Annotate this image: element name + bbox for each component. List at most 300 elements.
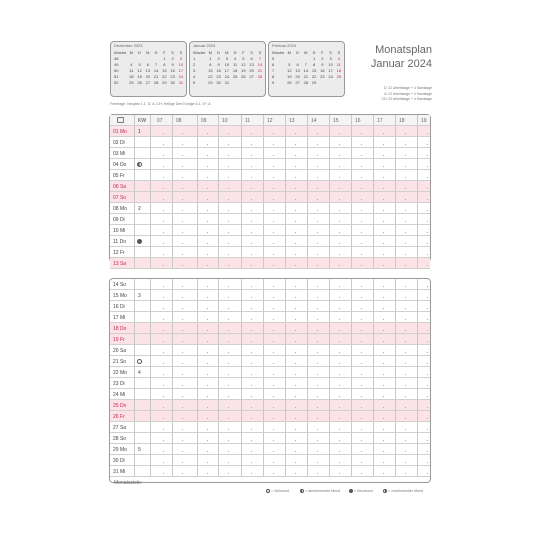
half-hour-tick bbox=[383, 265, 384, 266]
grid-line bbox=[329, 159, 330, 169]
half-hour-tick bbox=[251, 188, 252, 189]
grid-line bbox=[285, 378, 286, 388]
half-hour-tick bbox=[405, 232, 406, 233]
half-hour-tick bbox=[383, 243, 384, 244]
grid-line bbox=[373, 126, 374, 136]
day-label: 09 Di bbox=[113, 216, 125, 223]
grid-line bbox=[285, 312, 286, 322]
grid-line bbox=[329, 422, 330, 432]
half-hour-tick bbox=[427, 352, 428, 353]
grid-line bbox=[395, 225, 396, 235]
grid-line bbox=[218, 137, 219, 147]
half-hour-tick bbox=[339, 232, 340, 233]
day-label: 08 Mo bbox=[113, 205, 127, 212]
half-hour-tick bbox=[273, 473, 274, 474]
half-hour-tick bbox=[405, 265, 406, 266]
half-hour-tick bbox=[182, 243, 183, 244]
hour-label: 08 bbox=[176, 117, 182, 124]
grid-line bbox=[307, 203, 308, 213]
grid-line bbox=[197, 148, 198, 158]
calendar-day: 30 bbox=[170, 80, 175, 85]
grid-line bbox=[197, 367, 198, 377]
grid-line bbox=[329, 455, 330, 465]
grid-line bbox=[329, 137, 330, 147]
half-hour-tick bbox=[361, 297, 362, 298]
grid-line bbox=[218, 422, 219, 432]
grid-line bbox=[172, 214, 173, 224]
last-moon-icon bbox=[137, 162, 142, 167]
grid-line bbox=[307, 126, 308, 136]
half-hour-tick bbox=[383, 440, 384, 441]
grid-line bbox=[263, 378, 264, 388]
grid-line bbox=[395, 334, 396, 344]
half-hour-tick bbox=[207, 243, 208, 244]
grid-line bbox=[218, 126, 219, 136]
grid-line bbox=[395, 159, 396, 169]
half-hour-tick bbox=[273, 286, 274, 287]
grid-line bbox=[218, 258, 219, 268]
grid-line bbox=[395, 301, 396, 311]
workdays-note bbox=[382, 86, 432, 103]
week-number: 49 bbox=[114, 62, 119, 67]
grid-line bbox=[307, 323, 308, 333]
half-hour-tick bbox=[295, 385, 296, 386]
grid-line bbox=[218, 236, 219, 246]
calendar-day: 21 bbox=[303, 74, 309, 79]
grid-line bbox=[172, 378, 173, 388]
half-hour-tick bbox=[361, 341, 362, 342]
half-hour-tick bbox=[361, 462, 362, 463]
half-hour-tick bbox=[317, 188, 318, 189]
grid-line bbox=[150, 225, 151, 235]
monatsziele-area[interactable] bbox=[110, 477, 430, 485]
half-hour-tick bbox=[251, 155, 252, 156]
hour-label: 07 bbox=[157, 117, 163, 124]
half-hour-tick bbox=[207, 297, 208, 298]
half-hour-tick bbox=[405, 308, 406, 309]
grid-line bbox=[197, 225, 198, 235]
grid-line bbox=[285, 290, 286, 300]
grid-line bbox=[395, 466, 396, 476]
half-hour-tick bbox=[427, 385, 428, 386]
grid-line bbox=[263, 389, 264, 399]
half-hour-tick bbox=[163, 385, 164, 386]
calendar-day: 20 bbox=[295, 74, 300, 79]
half-hour-tick bbox=[273, 385, 274, 386]
grid-line bbox=[263, 455, 264, 465]
grid-line bbox=[351, 312, 352, 322]
half-hour-tick bbox=[339, 385, 340, 386]
calendar-day: 5 bbox=[242, 56, 245, 61]
calendar-day: 2 bbox=[171, 56, 174, 61]
week-number: 48 bbox=[114, 56, 119, 61]
calendar-day: 30 bbox=[216, 80, 221, 85]
grid-line bbox=[150, 323, 151, 333]
grid-line bbox=[197, 279, 198, 289]
grid-line bbox=[241, 334, 242, 344]
half-hour-tick bbox=[405, 374, 406, 375]
calendar-day: 3 bbox=[179, 56, 182, 61]
half-hour-tick bbox=[273, 199, 274, 200]
grid-line bbox=[351, 433, 352, 443]
grid-line bbox=[172, 225, 173, 235]
grid-line bbox=[263, 148, 264, 158]
grid-line bbox=[285, 214, 286, 224]
grid-line bbox=[351, 192, 352, 202]
grid-line bbox=[263, 203, 264, 213]
half-hour-tick bbox=[251, 396, 252, 397]
calendar-day: 23 bbox=[170, 74, 175, 79]
half-hour-tick bbox=[427, 440, 428, 441]
grid-line bbox=[417, 323, 418, 333]
calendar-day: F bbox=[321, 50, 324, 55]
grid-line bbox=[197, 345, 198, 355]
half-hour-tick bbox=[182, 374, 183, 375]
grid-line bbox=[351, 389, 352, 399]
half-hour-tick bbox=[228, 451, 229, 452]
grid-line bbox=[197, 290, 198, 300]
calendar-day: 28 bbox=[303, 80, 309, 85]
grid-line bbox=[134, 433, 135, 443]
day-row bbox=[110, 345, 430, 356]
grid-line bbox=[285, 225, 286, 235]
half-hour-tick bbox=[339, 265, 340, 266]
half-hour-tick bbox=[207, 352, 208, 353]
half-hour-tick bbox=[163, 462, 164, 463]
page-title bbox=[371, 43, 432, 71]
grid-line bbox=[172, 323, 173, 333]
calendar-day: D bbox=[217, 50, 221, 55]
grid-line bbox=[395, 258, 396, 268]
mini-calendar-february bbox=[268, 41, 345, 97]
half-hour-tick bbox=[427, 243, 428, 244]
half-hour-tick bbox=[405, 341, 406, 342]
grid-line bbox=[218, 345, 219, 355]
grid-line bbox=[134, 444, 135, 454]
half-hour-tick bbox=[295, 374, 296, 375]
grid-line bbox=[307, 236, 308, 246]
half-hour-tick bbox=[273, 462, 274, 463]
grid-line bbox=[307, 400, 308, 410]
grid-line bbox=[329, 192, 330, 202]
half-hour-tick bbox=[295, 243, 296, 244]
half-hour-tick bbox=[207, 319, 208, 320]
half-hour-tick bbox=[163, 254, 164, 255]
grid-line bbox=[307, 115, 308, 125]
grid-line bbox=[197, 192, 198, 202]
half-hour-tick bbox=[273, 221, 274, 222]
grid-line bbox=[329, 334, 330, 344]
half-hour-tick bbox=[273, 407, 274, 408]
mini-calendar-grid bbox=[114, 50, 185, 86]
grid-line bbox=[307, 137, 308, 147]
calendar-day: 9 bbox=[217, 62, 220, 67]
week-number: 1 bbox=[138, 128, 141, 135]
grid-line bbox=[351, 258, 352, 268]
grid-line bbox=[329, 444, 330, 454]
grid-line bbox=[285, 345, 286, 355]
grid-line bbox=[307, 455, 308, 465]
grid-line bbox=[373, 148, 374, 158]
day-row bbox=[110, 466, 430, 477]
grid-line bbox=[417, 126, 418, 136]
half-hour-tick bbox=[207, 166, 208, 167]
half-hour-tick bbox=[251, 451, 252, 452]
mini-calendar-week bbox=[193, 80, 264, 86]
grid-line bbox=[150, 367, 151, 377]
half-hour-tick bbox=[383, 133, 384, 134]
half-hour-tick bbox=[273, 451, 274, 452]
half-hour-tick bbox=[361, 133, 362, 134]
grid-line bbox=[241, 466, 242, 476]
grid-line bbox=[263, 334, 264, 344]
half-hour-tick bbox=[273, 265, 274, 266]
half-hour-tick bbox=[273, 243, 274, 244]
mini-calendar-grid bbox=[193, 50, 264, 86]
half-hour-tick bbox=[163, 243, 164, 244]
half-hour-tick bbox=[361, 199, 362, 200]
grid-line bbox=[417, 466, 418, 476]
grid-line bbox=[197, 236, 198, 246]
calendar-day: 17 bbox=[178, 68, 184, 73]
half-hour-tick bbox=[383, 418, 384, 419]
calendar-day: 25 bbox=[336, 74, 342, 79]
calendar-day: 7 bbox=[304, 62, 307, 67]
grid-line bbox=[263, 400, 264, 410]
grid-line bbox=[417, 334, 418, 344]
week-number: 5 bbox=[193, 80, 196, 85]
half-hour-tick bbox=[207, 177, 208, 178]
grid-line bbox=[329, 466, 330, 476]
grid-line bbox=[241, 433, 242, 443]
half-hour-tick bbox=[182, 155, 183, 156]
grid-line bbox=[218, 247, 219, 257]
grid-line bbox=[241, 203, 242, 213]
half-hour-tick bbox=[361, 451, 362, 452]
grid-line bbox=[373, 466, 374, 476]
waxing-moon-icon bbox=[383, 489, 387, 493]
half-hour-tick bbox=[405, 352, 406, 353]
grid-line bbox=[285, 323, 286, 333]
half-hour-tick bbox=[182, 407, 183, 408]
grid-line bbox=[395, 181, 396, 191]
grid-line bbox=[395, 290, 396, 300]
grid-line bbox=[241, 422, 242, 432]
calendar-day: F bbox=[242, 50, 245, 55]
grid-line bbox=[197, 258, 198, 268]
calendar-day: 4 bbox=[337, 56, 340, 61]
half-hour-tick bbox=[295, 429, 296, 430]
half-hour-tick bbox=[228, 210, 229, 211]
grid-line bbox=[172, 312, 173, 322]
grid-line bbox=[218, 378, 219, 388]
grid-line bbox=[329, 236, 330, 246]
half-hour-tick bbox=[295, 133, 296, 134]
legend-waxing-moon bbox=[383, 489, 423, 493]
grid-line bbox=[307, 356, 308, 366]
half-hour-tick bbox=[339, 144, 340, 145]
calendar-day bbox=[326, 80, 334, 86]
half-hour-tick bbox=[163, 265, 164, 266]
calendar-day: 5 bbox=[138, 62, 141, 67]
legend-waning-moon bbox=[300, 489, 340, 493]
calendar-day: M bbox=[287, 50, 291, 55]
calendar-day: 10 bbox=[178, 62, 184, 67]
half-hour-tick bbox=[251, 374, 252, 375]
half-hour-tick bbox=[427, 462, 428, 463]
half-hour-tick bbox=[317, 177, 318, 178]
grid-line bbox=[329, 203, 330, 213]
grid-line bbox=[329, 400, 330, 410]
half-hour-tick bbox=[317, 221, 318, 222]
day-row bbox=[110, 455, 430, 466]
calendar-day: 26 bbox=[287, 80, 292, 85]
day-label: 16 Di bbox=[113, 303, 125, 310]
half-hour-tick bbox=[405, 319, 406, 320]
day-row bbox=[110, 159, 430, 170]
half-hour-tick bbox=[383, 155, 384, 156]
week-number: 2 bbox=[193, 62, 196, 67]
grid-line bbox=[197, 126, 198, 136]
half-hour-tick bbox=[182, 352, 183, 353]
grid-line bbox=[263, 466, 264, 476]
week-number: 51 bbox=[114, 74, 119, 79]
calendar-day: 7 bbox=[154, 62, 158, 67]
half-hour-tick bbox=[339, 341, 340, 342]
half-hour-tick bbox=[339, 210, 340, 211]
grid-line bbox=[285, 400, 286, 410]
half-hour-tick bbox=[295, 330, 296, 331]
day-row bbox=[110, 279, 430, 290]
half-hour-tick bbox=[427, 330, 428, 331]
half-hour-tick bbox=[383, 473, 384, 474]
hour-label: 19 bbox=[421, 117, 427, 124]
grid-line bbox=[351, 225, 352, 235]
planner-panel-1 bbox=[109, 114, 431, 267]
grid-line bbox=[329, 356, 330, 366]
day-label: 05 Fr bbox=[113, 172, 125, 179]
grid-line bbox=[395, 422, 396, 432]
half-hour-tick bbox=[273, 319, 274, 320]
grid-line bbox=[329, 148, 330, 158]
grid-line bbox=[307, 290, 308, 300]
grid-line bbox=[263, 247, 264, 257]
half-hour-tick bbox=[427, 319, 428, 320]
grid-line bbox=[134, 247, 135, 257]
grid-line bbox=[172, 433, 173, 443]
half-hour-tick bbox=[251, 462, 252, 463]
half-hour-tick bbox=[163, 473, 164, 474]
calendar-day: 12 bbox=[137, 68, 142, 73]
grid-line bbox=[307, 247, 308, 257]
half-hour-tick bbox=[228, 385, 229, 386]
half-hour-tick bbox=[228, 352, 229, 353]
half-hour-tick bbox=[339, 199, 340, 200]
grid-line bbox=[329, 389, 330, 399]
legend-new-moon bbox=[349, 489, 373, 493]
half-hour-tick bbox=[427, 199, 428, 200]
grid-line bbox=[172, 115, 173, 125]
calendar-day: S bbox=[171, 50, 174, 55]
calendar-day: 2 bbox=[217, 56, 220, 61]
half-hour-tick bbox=[273, 374, 274, 375]
grid-line bbox=[307, 148, 308, 158]
grid-line bbox=[395, 389, 396, 399]
half-hour-tick bbox=[339, 221, 340, 222]
half-hour-tick bbox=[361, 407, 362, 408]
calendar-day: M bbox=[146, 50, 150, 55]
half-hour-tick bbox=[228, 473, 229, 474]
grid-line bbox=[150, 378, 151, 388]
grid-line bbox=[263, 433, 264, 443]
half-hour-tick bbox=[251, 286, 252, 287]
grid-line bbox=[307, 170, 308, 180]
week-number: 6 bbox=[272, 62, 275, 67]
half-hour-tick bbox=[339, 451, 340, 452]
half-hour-tick bbox=[251, 385, 252, 386]
half-hour-tick bbox=[273, 144, 274, 145]
half-hour-tick bbox=[228, 232, 229, 233]
grid-line bbox=[373, 181, 374, 191]
day-row bbox=[110, 444, 430, 455]
half-hour-tick bbox=[317, 473, 318, 474]
half-hour-tick bbox=[228, 199, 229, 200]
calendar-day: 31 bbox=[224, 80, 230, 85]
grid-line bbox=[307, 258, 308, 268]
grid-line bbox=[395, 115, 396, 125]
day-row bbox=[110, 192, 430, 203]
calendar-day: 25 bbox=[232, 74, 238, 79]
grid-line bbox=[351, 301, 352, 311]
grid-line bbox=[241, 115, 242, 125]
half-hour-tick bbox=[317, 396, 318, 397]
grid-line bbox=[329, 126, 330, 136]
grid-line bbox=[241, 137, 242, 147]
half-hour-tick bbox=[163, 133, 164, 134]
grid-line bbox=[417, 181, 418, 191]
grid-line bbox=[263, 236, 264, 246]
half-hour-tick bbox=[317, 155, 318, 156]
week-number: 50 bbox=[114, 68, 119, 73]
half-hour-tick bbox=[317, 407, 318, 408]
grid-line bbox=[373, 334, 374, 344]
grid-line bbox=[395, 411, 396, 421]
grid-line bbox=[218, 455, 219, 465]
planner-panel-2 bbox=[109, 278, 431, 486]
half-hour-tick bbox=[383, 308, 384, 309]
calendar-day: S bbox=[258, 50, 262, 55]
week-number: 5 bbox=[272, 56, 275, 61]
grid-line bbox=[395, 356, 396, 366]
grid-line bbox=[329, 378, 330, 388]
grid-line bbox=[417, 422, 418, 432]
half-hour-tick bbox=[361, 155, 362, 156]
day-row bbox=[110, 301, 430, 312]
grid-line bbox=[241, 290, 242, 300]
half-hour-tick bbox=[182, 418, 183, 419]
half-hour-tick bbox=[251, 352, 252, 353]
grid-line bbox=[241, 312, 242, 322]
calendar-day: 17 bbox=[224, 68, 230, 73]
grid-line bbox=[329, 181, 330, 191]
calendar-day: 23 bbox=[320, 74, 325, 79]
calendar-day: 25 bbox=[129, 80, 134, 85]
half-hour-tick bbox=[361, 319, 362, 320]
grid-line bbox=[351, 400, 352, 410]
day-row bbox=[110, 433, 430, 444]
half-hour-tick bbox=[383, 429, 384, 430]
calendar-day: 19 bbox=[137, 74, 142, 79]
